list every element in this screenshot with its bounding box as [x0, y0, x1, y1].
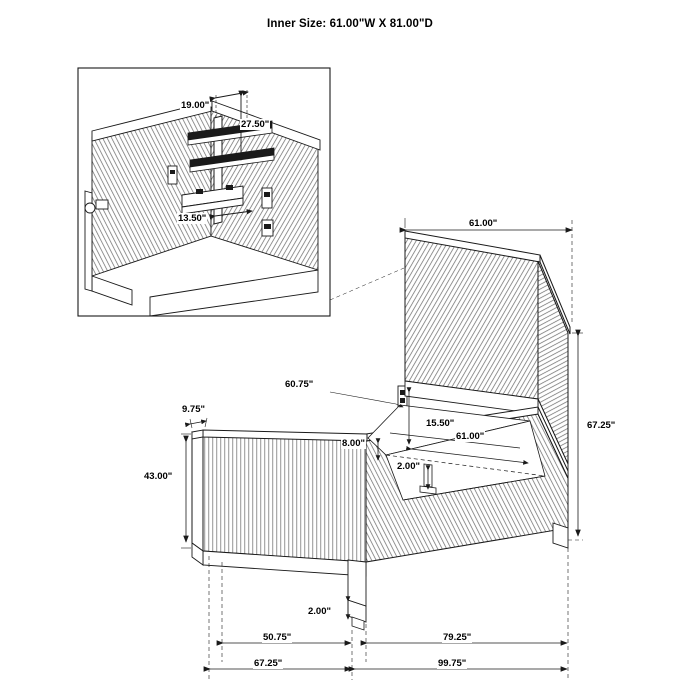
- dim-footboard-run-label: 50.75": [263, 632, 292, 643]
- dim-leg-thickness-front-label: 2.00": [308, 606, 331, 617]
- dim-slat-support-label: 60.75": [285, 379, 314, 390]
- dim-leg-thickness-center-label: 2.00": [397, 461, 420, 472]
- inset-dim-1350-label: 13.50": [178, 213, 207, 224]
- page-title: Inner Size: 61.00"W X 81.00"D: [267, 18, 433, 30]
- dim-overall-front-label: 67.25": [254, 658, 283, 669]
- dim-overall-side-label: 99.75": [438, 658, 467, 669]
- dim-headboard-height-label: 67.25": [587, 420, 616, 431]
- inset-dim-19-label: 19.00": [181, 100, 210, 111]
- dim-rail-to-floor-label: 15.50": [426, 418, 455, 429]
- inset-dim-2750-label: 27.50": [241, 119, 270, 130]
- dim-deck-height-label: 8.00": [342, 438, 365, 449]
- dim-side-rail-run-label: 79.25": [443, 632, 472, 643]
- footboard: [192, 430, 367, 622]
- dim-inner-width-rail-label: 61.00": [456, 431, 485, 442]
- dim-headboard-width-label: 61.00": [469, 218, 498, 229]
- inset-leader-line: [330, 268, 404, 300]
- dim-footboard-top-depth-label: 9.75": [182, 404, 205, 415]
- dim-footboard-height-label: 43.00": [144, 471, 173, 482]
